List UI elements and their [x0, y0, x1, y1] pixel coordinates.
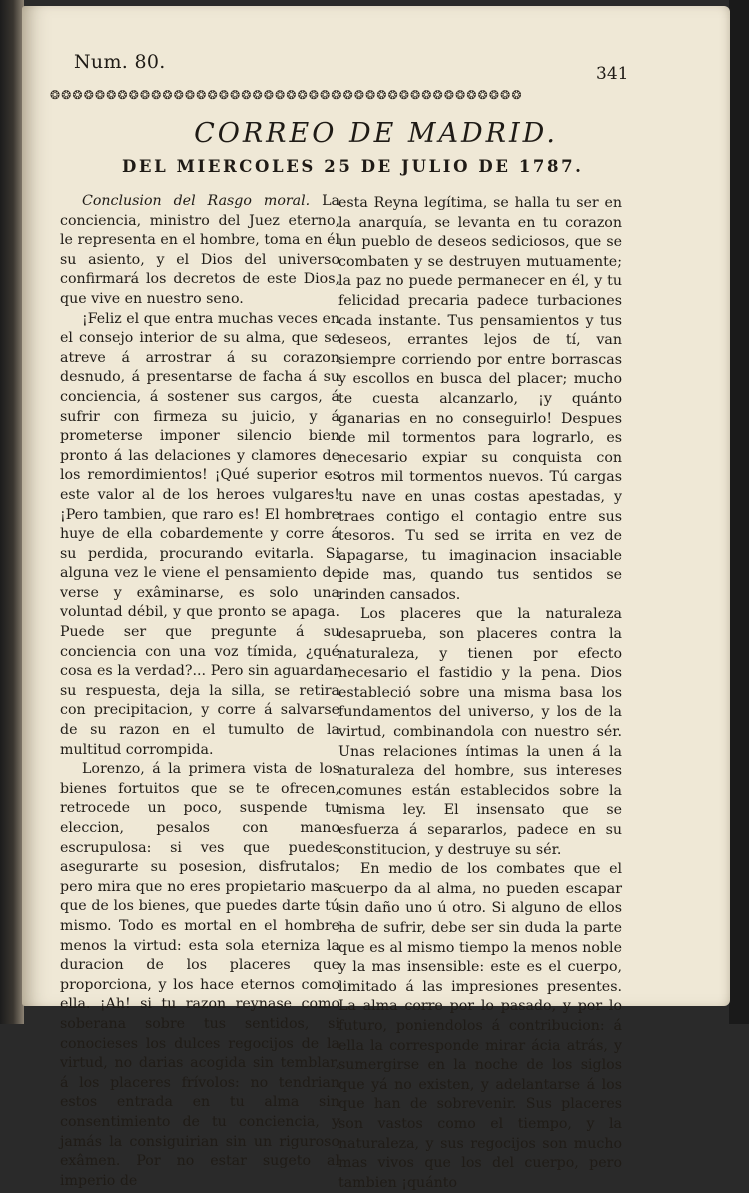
- masthead-title: CORREO DE MADRID.: [194, 118, 558, 149]
- dateline: DEL MIERCOLES 25 DE JULIO DE 1787.: [122, 157, 584, 176]
- book-gutter: [0, 0, 24, 1024]
- paragraph: Los placeres que la naturaleza desaprueba, son placeres contra la naturaleza, y tienen por efecto necesario el fastidio y la pena. Dios estableció sobre una misma basa los fundamentos del universo, y los de la virtud, combinandola con nuestro sér. Unas relaciones íntimas la unen á la naturaleza del hombre, sus intereses comunes están establecidos sobre la misma ley. El insensato que se esfuerza á separarlos, padece en su constitucion, y destruye su sér.: [338, 606, 622, 858]
- issue-number: Num. 80.: [74, 51, 166, 73]
- ornamental-rule: ❂❂❂❂❂❂❂❂❂❂❂❂❂❂❂❂❂❂❂❂❂❂❂❂❂❂❂❂❂❂❂❂❂❂❂❂❂❂❂❂❂❂: [50, 88, 523, 102]
- background-edge: [729, 0, 749, 1024]
- paragraph: [60, 192, 340, 310]
- page-number: 341: [596, 64, 629, 84]
- text-column-left: [60, 192, 340, 1191]
- paragraph: En medio de los combates que el cuerpo da al alma, no pueden escapar sin daño uno ú otro. Si alguno de ellos ha de sufrir, debe ser sin duda la parte que es al mismo tiempo la menos noble y la mas insensible: este es el cuerpo, limitado á las impresiones presentes. La alma corre por lo pasado, y por lo futuro, poniendolos á contribucion: á ella la corresponde mirar ácia atrás, y sumergirse en la noche de los siglos que yá no existen, y adelantarse á los que han de sobrevenir. Sus placeres son vastos como el tiempo, y la naturaleza, y sus regocijos son mucho mas vivos que los del cuerpo, pero tambien ¡quánto: [338, 861, 622, 1191]
- paragraph-text: La conciencia, ministro del Juez eterno, le representa en el hombre, toma en él su asiento, y el Dios del universo confirmará los decretos de este Dios, que vive en nuestro seno.: [60, 193, 340, 307]
- paragraph: Lorenzo, á la primera vista de los bienes fortuitos que se te ofrecen, retrocede un poco, suspende tu eleccion, pesalos con mano escrupulosa: si ves que puedes asegurarte su posesion, disfrutalos; pero mira que no eres propietario mas que de los bienes, que puedes darte tú mismo. Todo es mortal en el hombre menos la virtud: esta sola eterniza la duracion de los placeres que proporciona, y los hace eternos como ella. ¡Ah! si tu razon reynase como soberana sobre tus sentidos, si conocieses los dulces regocijos de la virtud, no darias acogida sin temblar, á los placeres frívolos: no tendrian estos entrada en tu alma sin consentimiento de tu conciencia, y jamás la consiguirian sin un riguroso exâmen. Por no estar sugeto al imperio de: [60, 761, 340, 1189]
- paragraph: esta Reyna legítima, se halla tu ser en la anarquía, se levanta en tu corazon un pueblo de deseos sediciosos, que se combaten y se destruyen mutuamente; la paz no puede permanecer en él, y tu felicidad precaria padece turbaciones cada instante. Tus pensamientos y tus deseos, errantes lejos de tí, van siempre corriendo por entre borrascas y escollos en busca del placer; mucho te cuesta alcanzarlo, ¡y quánto ganarias en no conseguirlo! Despues de mil tormentos para lograrlo, es necesario expiar su conquista con otros mil tormentos nuevos. Tú cargas tu nave en unas costas apestadas, y traes contigo el contagio entre sus tesoros. Tu sed se irrita en vez de apagarse, tu imaginacion insaciable pide mas, quando tus sentidos se rinden cansados.: [338, 195, 622, 603]
- newspaper-page: [22, 6, 730, 1191]
- text-column-right: [338, 194, 622, 1193]
- section-heading: Conclusion del Rasgo moral.: [82, 193, 311, 209]
- paragraph: ¡Feliz el que entra muchas veces en el consejo interior de su alma, que se atreve á arrostrar á su corazon desnudo, á presentarse de facha á su conciencia, á sostener sus cargos, á sufrir con firmeza su juicio, y á prometerse imponer silencio bien pronto á las delaciones y clamores de los remordimientos! ¡Qué superior es este valor al de los heroes vulgares! ¡Pero tambien, que raro es! El hombre huye de ella cobardemente y corre á su perdida, procurando evitarla. Si alguna vez le viene el pensamiento de verse y exâminarse, es solo una voluntad débil, y que pronto se apaga. Puede ser que pregunte á su conciencia con una voz tímida, ¿qué cosa es la verdad?... Pero sin aguardar su respuesta, deja la silla, se retira con precipitacion, y corre á salvarse de su razon en el tumulto de la multitud corrompida.: [60, 310, 340, 758]
